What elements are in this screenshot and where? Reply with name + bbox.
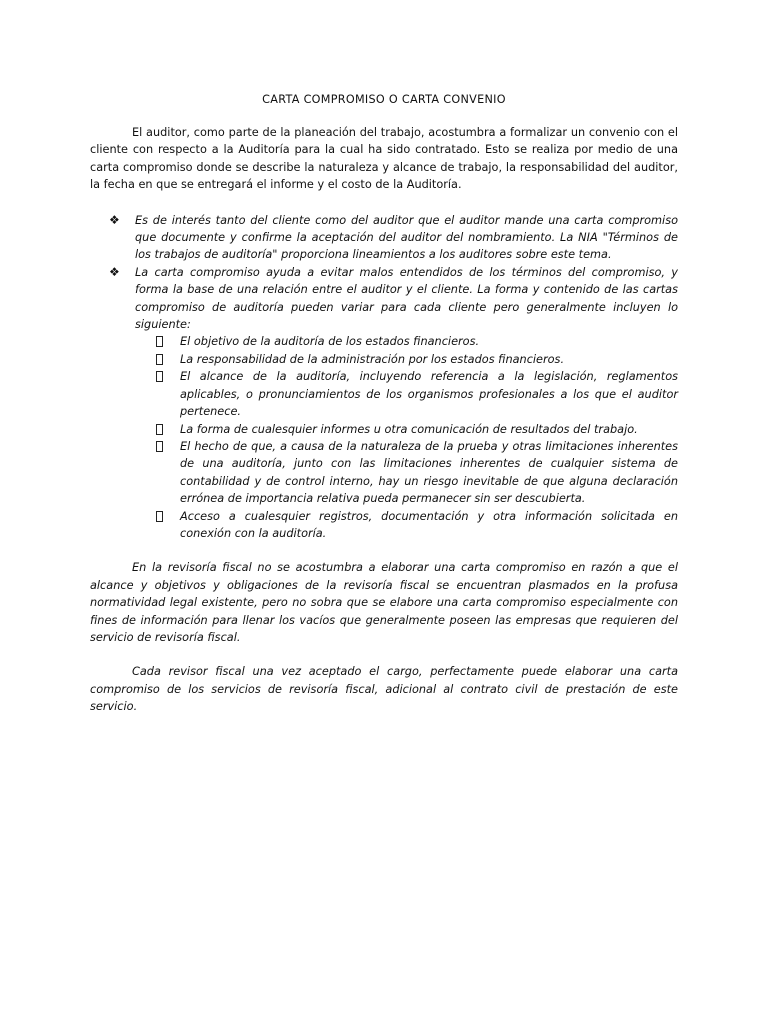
bullet-list <box>90 212 678 334</box>
bullet-item <box>90 264 678 334</box>
sub-item-text: Acceso a cualesquier registros, documentación y otra información solicitada en conexión con la auditoría. <box>180 509 678 540</box>
bullet-text: La carta compromiso ayuda a evitar malos entendidos de los términos del compromiso, y forma la base de una relación entre el auditor y el cliente. La forma y contenido de las cartas compromiso de auditoría pueden variar para cada cliente pero generalmente incluyen lo siguiente: <box>135 265 678 332</box>
intro-paragraph: El auditor, como parte de la planeación del trabajo, acostumbra a formalizar un convenio con el cliente con respecto a la Auditoría para la cual ha sido contratado. Esto se realiza por medio de una carta compromiso donde se describe la naturaleza y alcance de trabajo, la responsabilidad del auditor, la fecha en que se entregará el informe y el costo de la Auditoría. <box>90 126 678 192</box>
square-bullet-icon <box>156 511 163 522</box>
fiscal-paragraph: En la revisoría fiscal no se acostumbra a elaborar una carta compromiso en razón a que el alcance y objetivos y obligaciones de la revisoría fiscal se encuentran plasmados en la profusa normatividad legal existente, pero no sobra que se elabore una carta compromiso especialmente con fines de información para llenar los vacíos que generalmente poseen las empresas que requieren del servicio de revisoría fiscal. <box>90 561 678 644</box>
sub-list <box>90 333 678 542</box>
sub-list-item <box>90 421 678 438</box>
sub-item-text: La responsabilidad de la administración por los estados financieros. <box>180 352 565 366</box>
sub-list-item <box>90 508 678 543</box>
bullet-text: Es de interés tanto del cliente como del auditor que el auditor mande una carta compromiso que documente y confirme la aceptación del auditor del nombramiento. La NIA "Términos de los trabajos de auditoría" proporciona lineamientos a los auditores sobre este tema. <box>135 213 678 262</box>
square-bullet-icon <box>156 441 163 452</box>
closing-paragraph: Cada revisor fiscal una vez aceptado el cargo, perfectamente puede elaborar una carta compromiso de los servicios de revisoría fiscal, adicional al contrato civil de prestación de este servicio. <box>90 665 678 714</box>
sub-item-text: El alcance de la auditoría, incluyendo referencia a la legislación, reglamentos aplicables, o pronunciamientos de los organismos profesionales a los que el auditor pertenece. <box>180 370 678 419</box>
diamond-bullet-icon: ❖ <box>109 264 120 279</box>
sub-item-text: El objetivo de la auditoría de los estados financieros. <box>180 335 480 349</box>
sub-list-item <box>90 438 678 508</box>
sub-list-item <box>90 368 678 420</box>
sub-item-text: La forma de cualesquier informes u otra comunicación de resultados del trabajo. <box>180 422 638 436</box>
sub-list-item <box>90 333 678 350</box>
square-bullet-icon <box>156 336 163 347</box>
bullet-item <box>90 212 678 264</box>
document-body <box>90 124 678 716</box>
diamond-bullet-icon: ❖ <box>109 212 120 227</box>
square-bullet-icon <box>156 371 163 382</box>
square-bullet-icon <box>156 424 163 435</box>
document-title: CARTA COMPROMISO O CARTA CONVENIO <box>262 93 506 106</box>
square-bullet-icon <box>156 354 163 365</box>
sub-item-text: El hecho de que, a causa de la naturaleza de la prueba y otras limitaciones inherentes de una auditoría, junto con las limitaciones inherentes de cualquier sistema de contabilidad y de control interno, hay un riesgo inevitable de que alguna declaración errónea de importancia relativa pueda permanecer sin ser descubierta. <box>180 439 678 506</box>
sub-list-item <box>90 351 678 368</box>
